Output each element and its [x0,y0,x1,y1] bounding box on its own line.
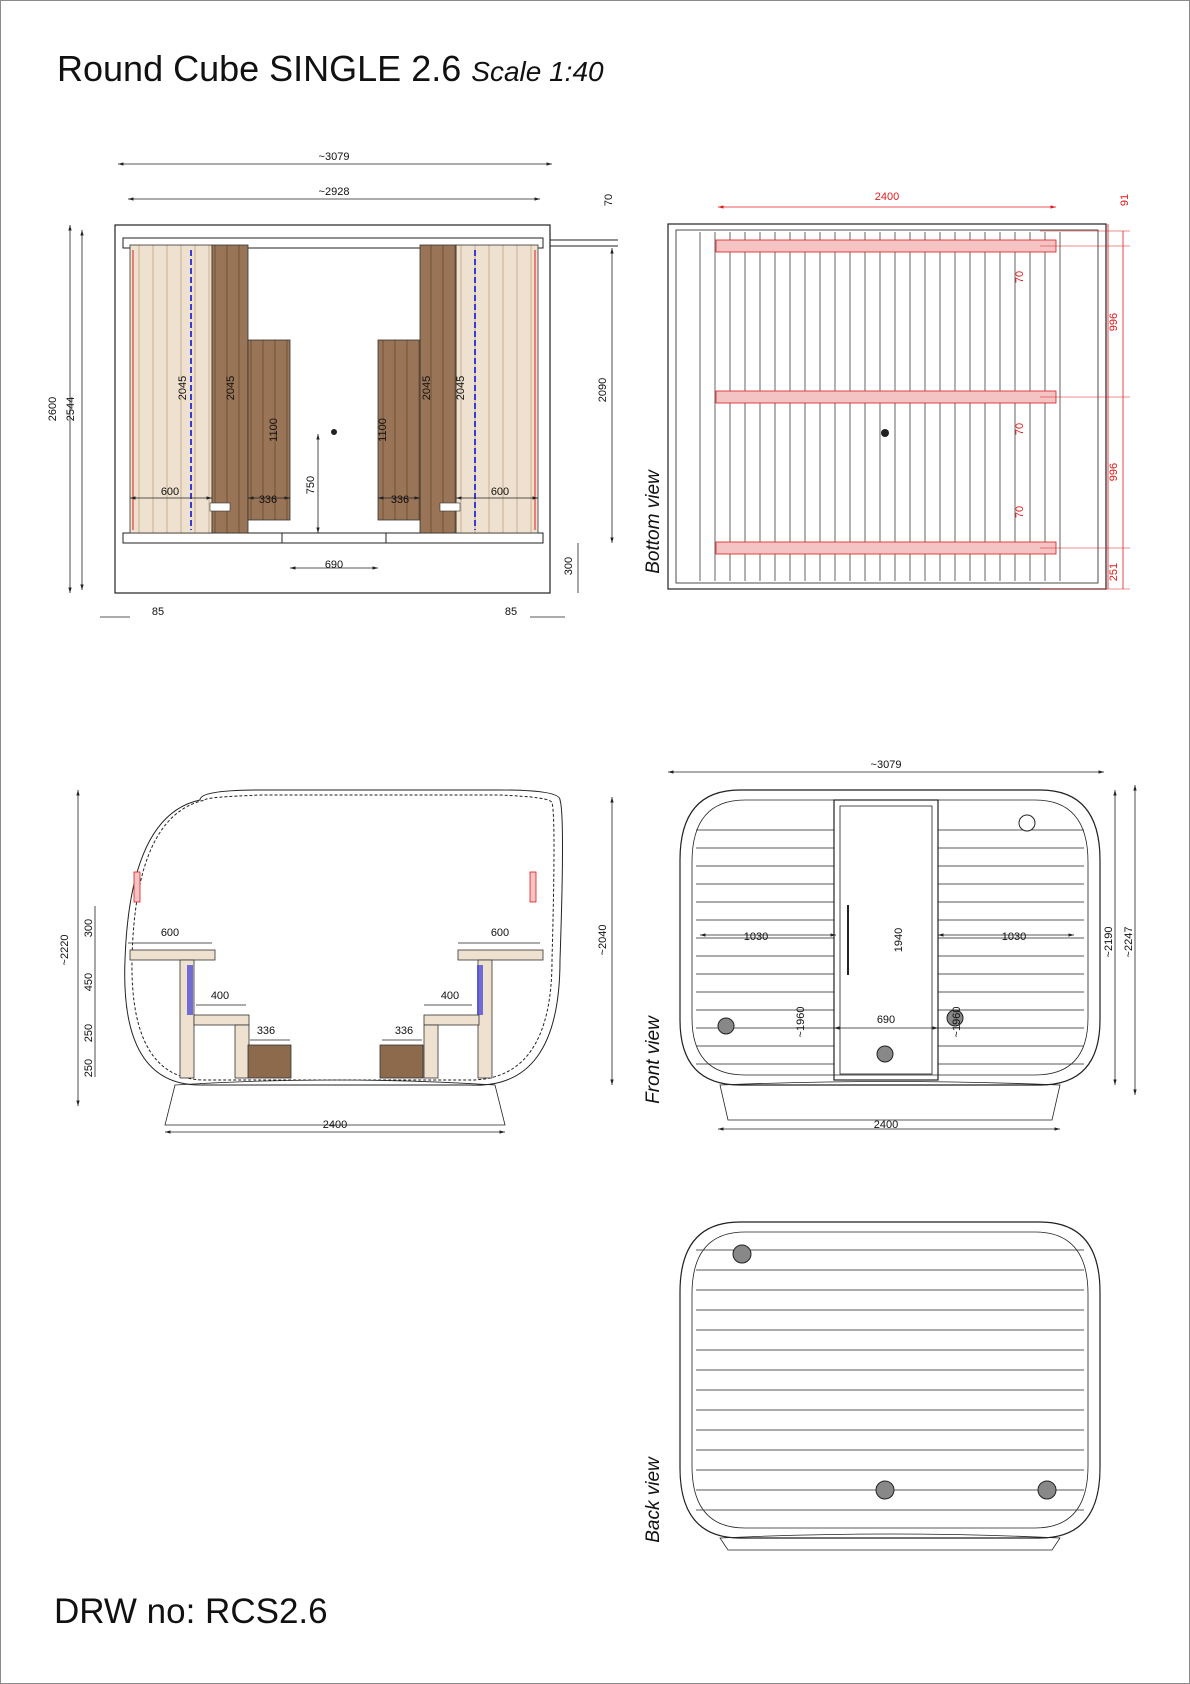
dim-plan-2045-b: 2045 [225,375,237,401]
bottom-view-label: Bottom view [643,470,664,574]
back-vent-bottom [876,1481,894,1499]
dim-front-2400: 2400 [873,1119,899,1131]
dim-front-1960-b: ~1960 [951,1006,963,1038]
plan-view [70,164,618,617]
dim-section-250-a: 250 [83,1023,95,1043]
dim-front-690: 690 [876,1014,896,1026]
dim-bottom-70-b: 70 [1014,422,1026,436]
dim-section-400-a: 400 [210,990,230,1002]
title-main: Round Cube SINGLE 2.6 [57,48,462,89]
dim-section-336-b: 336 [394,1025,414,1037]
section-step-right [380,1045,423,1078]
dim-front-2190: ~2190 [1103,926,1115,958]
dim-plan-70: 70 [603,193,615,207]
front-door [834,800,938,1080]
bottom-joist-1 [716,240,1056,252]
plan-drain [331,429,337,435]
bottom-joist-2 [716,391,1056,403]
dim-plan-1100-b: 1100 [377,418,389,442]
dim-plan-2090: 2090 [597,377,609,403]
drawing-number: DRW no: RCS2.6 [54,1592,328,1631]
dim-plan-2928: ~2928 [318,186,350,198]
dim-plan-2045-a: 2045 [177,375,189,401]
back-base [720,1534,1060,1550]
dim-plan-3079: ~3079 [318,151,350,163]
dim-front-1030-a: 1030 [743,931,769,943]
dim-section-2040: ~2040 [597,924,609,956]
dim-plan-336-a: 336 [258,494,278,506]
front-vent-door [877,1046,893,1062]
dim-plan-300: 300 [563,556,575,576]
front-vent-left [718,1018,734,1034]
back-vent-top [733,1245,751,1263]
dim-bottom-251: 251 [1108,562,1120,582]
dim-front-1940: 1940 [893,927,905,953]
back-view [680,1222,1100,1550]
dim-section-300: 300 [83,918,95,938]
dim-plan-2045-c: 2045 [421,375,433,401]
dim-plan-2045-d: 2045 [455,375,467,401]
dim-bottom-996-a: 996 [1108,312,1120,332]
section-view [78,790,612,1132]
dim-bottom-70-a: 70 [1014,270,1026,284]
dim-section-600-b: 600 [490,927,510,939]
back-view-label: Back view [643,1457,664,1543]
dim-bottom-996-b: 996 [1108,462,1120,482]
title-scale: Scale 1:40 [471,56,604,87]
dim-bottom-70-c: 70 [1014,505,1026,519]
dim-bottom-2400: 2400 [874,191,900,203]
bottom-drain [881,429,889,437]
dim-front-2247: ~2247 [1123,926,1135,958]
dim-plan-750: 750 [305,475,317,495]
dim-plan-85-b: 85 [504,606,518,618]
dim-plan-2544: 2544 [65,396,77,422]
dim-plan-336-b: 336 [390,494,410,506]
dim-plan-600-a: 600 [160,486,180,498]
bottom-joist-3 [716,542,1056,554]
back-vent-right [1038,1481,1056,1499]
dim-section-250-b: 250 [83,1058,95,1078]
dim-section-2400: 2400 [322,1119,348,1131]
dim-plan-600-b: 600 [490,486,510,498]
dim-front-1960-a: ~1960 [795,1006,807,1038]
dim-plan-85-a: 85 [151,606,165,618]
dim-plan-2600: 2600 [47,396,59,422]
front-vent [1019,815,1035,831]
front-base [720,1082,1060,1121]
plan-door [282,533,386,543]
bottom-view [668,207,1130,589]
dim-section-2220: ~2220 [59,934,71,966]
dim-section-600-a: 600 [160,927,180,939]
dim-plan-1100-a: 1100 [268,418,280,442]
section-upper-bench-right [458,950,543,960]
dim-front-3079: ~3079 [870,759,902,771]
section-step-left [248,1045,291,1078]
section-upper-bench-left [130,950,215,960]
front-view-label: Front view [643,1016,664,1104]
dim-front-1030-b: 1030 [1001,931,1027,943]
dim-section-336-a: 336 [256,1025,276,1037]
dim-bottom-91: 91 [1119,193,1131,207]
dim-section-400-b: 400 [440,990,460,1002]
bottom-outline [668,224,1106,589]
dim-plan-690: 690 [324,559,344,571]
dim-section-450: 450 [83,972,95,992]
